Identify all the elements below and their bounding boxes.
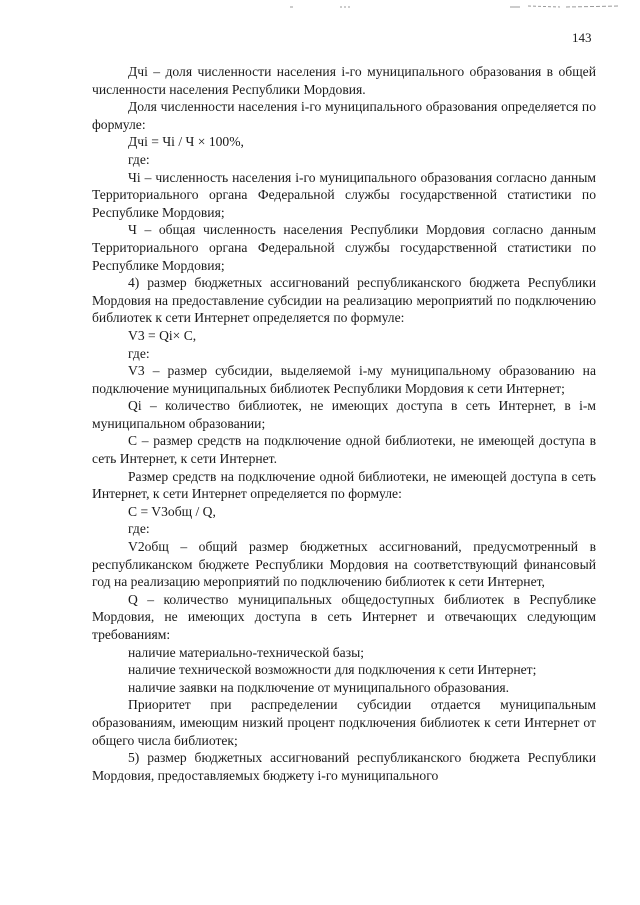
body-paragraph: Доля численности населения і-го муниципального образования определяется по формуле:	[92, 99, 596, 132]
body-paragraph: Приоритет при распределении субсидии отдается муниципальным образованиям, имеющим низкий процент подключения библиотек к сети Интернет от общего числа библиотек;	[92, 697, 596, 748]
body-paragraph: V2общ – общий размер бюджетных ассигнований, предусмотренный в республиканском бюджете Республики Мордовия на соответствующий финансовый год на реализацию мероприятий по подключению библиотек к сети Интернет,	[92, 539, 596, 590]
requirement-item: наличие заявки на подключение от муниципального образования.	[128, 679, 510, 695]
formula-line: Дчі = Чі / Ч × 100%,	[128, 134, 244, 150]
formula-line: C = V3общ / Q,	[128, 503, 216, 519]
formula-line: где:	[128, 345, 150, 361]
page-number: 143	[572, 30, 592, 45]
body-paragraph: Чі – численность населения і-го муниципального образования согласно данным Территориального органа Федеральной службы государственной статистики по Республике Мордовия;	[92, 169, 596, 220]
body-paragraph: Ч – общая численность населения Республики Мордовия согласно данным Территориального органа Федеральной службы государственной статистики по Республике Мордовия;	[92, 222, 596, 273]
body-paragraph: C – размер средств на подключение одной библиотеки, не имеющей доступа в сеть Интернет, к сети Интернет.	[92, 433, 596, 467]
formula-line: где:	[128, 521, 150, 537]
document-body	[92, 63, 596, 784]
body-paragraph: 4) размер бюджетных ассигнований республиканского бюджета Республики Мордовия на предоставление субсидии на реализацию мероприятий по подключению библиотек к сети Интернет определяется по формуле:	[92, 275, 596, 326]
body-paragraph: Q – количество муниципальных общедоступных библиотек в Республике Мордовия, не имеющих доступа в сеть Интернет и отвечающих следующим требованиям:	[92, 591, 596, 642]
body-paragraph: 5) размер бюджетных ассигнований республиканского бюджета Республики Мордовия, предоставляемых бюджету і-го муниципального	[92, 750, 596, 783]
body-paragraph: Размер средств на подключение одной библиотеки, не имеющей доступа в сеть Интернет, к сети Интернет определяется по формуле:	[92, 468, 596, 502]
body-paragraph: V3 – размер субсидии, выделяемой і-му муниципальному образованию на подключение муниципальных библиотек Республики Мордовия к сети Интернет;	[92, 363, 596, 396]
formula-line: V3 = Qі× C,	[128, 327, 197, 343]
body-paragraph: Qі – количество библиотек, не имеющих доступа в сеть Интернет, в і-м муниципальном образовании;	[92, 398, 596, 431]
requirement-item: наличие технической возможности для подключения к сети Интернет;	[128, 662, 537, 678]
scan-noise-marks	[0, 4, 640, 10]
formula-line: где:	[128, 151, 150, 167]
requirement-item: наличие материально-технической базы;	[128, 644, 364, 660]
body-paragraph: Дчі – доля численности населения і-го муниципального образования в общей численности населения Республики Мордовия.	[92, 64, 596, 97]
